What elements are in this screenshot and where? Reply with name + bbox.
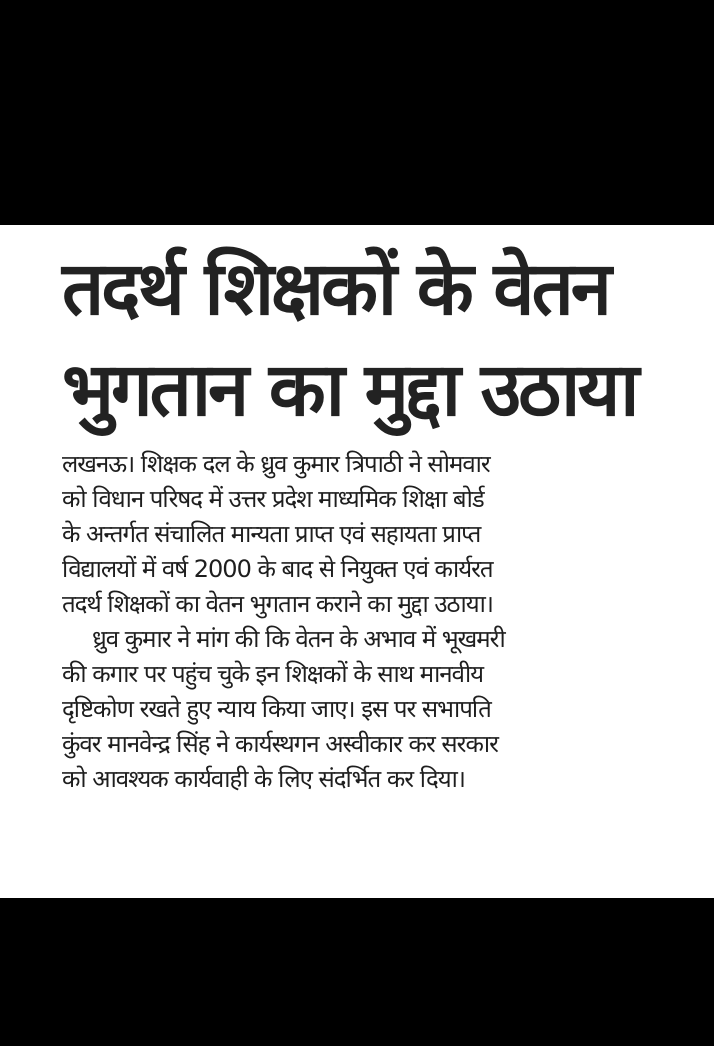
body-line: के अन्तर्गत संचालित मान्यता प्राप्त एवं सहायता प्राप्त (62, 520, 481, 548)
headline-line-1: तदर्थ शिक्षकों के वेतन (62, 246, 609, 332)
body-line: को आवश्यक कार्यवाही के लिए संदर्भित कर दिया। (62, 765, 465, 793)
headline-line-2: भुगतान का मुद्दा उठाया (62, 347, 637, 433)
body-line: दृष्टिकोण रखते हुए न्याय किया जाए। इस पर सभापति (62, 695, 491, 723)
body-line: की कगार पर पहुंच चुके इन शिक्षकों के साथ मानवीय (62, 660, 484, 688)
body-line: ध्रुव कुमार ने मांग की कि वेतन के अभाव में भूखमरी (92, 625, 505, 653)
body-line: विद्यालयों में वर्ष 2000 के बाद से नियुक्त एवं कार्यरत (62, 555, 493, 583)
body-line: को विधान परिषद में उत्तर प्रदेश माध्यमिक शिक्षा बोर्ड (62, 485, 484, 513)
body-line: कुंवर मानवेन्द्र सिंह ने कार्यस्थगन अस्वीकार कर सरकार (62, 730, 498, 758)
body-line: लखनऊ। शिक्षक दल के ध्रुव कुमार त्रिपाठी ने सोमवार (62, 450, 490, 478)
article-headline (62, 239, 674, 441)
newspaper-clipping (0, 225, 714, 898)
article-body (62, 447, 674, 797)
body-line: तदर्थ शिक्षकों का वेतन भुगतान कराने का मुद्दा उठाया। (62, 590, 493, 618)
